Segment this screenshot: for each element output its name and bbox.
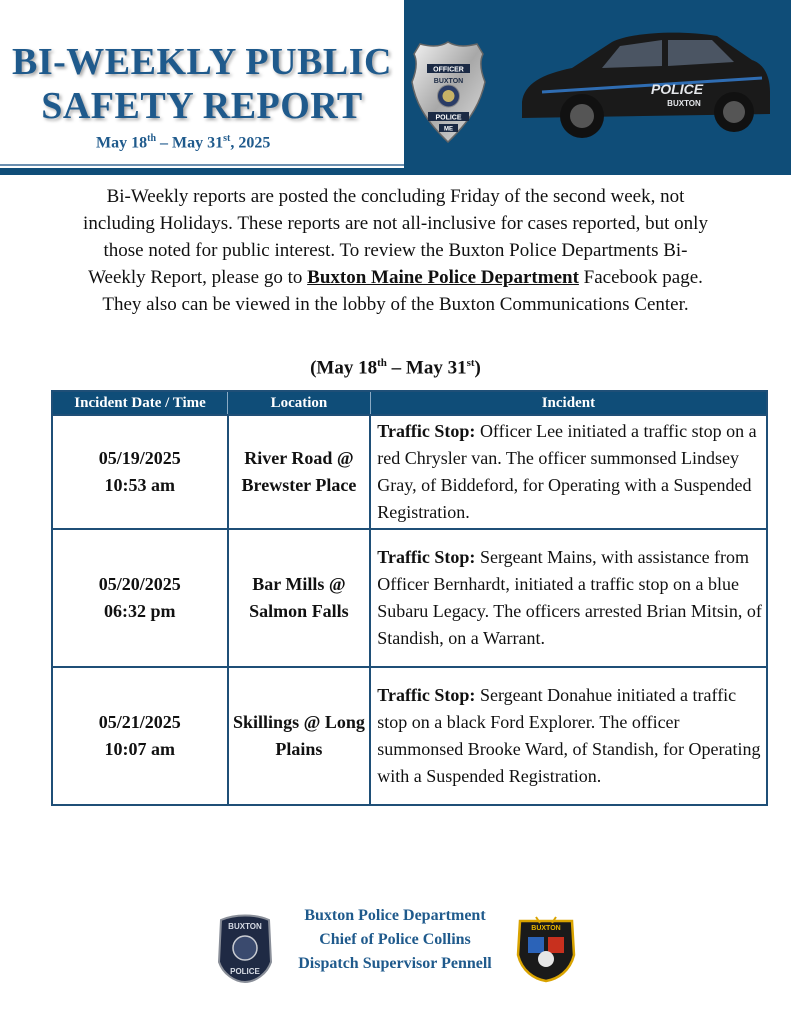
incident-description xyxy=(370,529,767,667)
report-title-line1: BI-WEEKLY PUBLIC xyxy=(11,41,392,83)
patch-left-top: BUXTON xyxy=(228,922,262,931)
incident-time: 06:32 pm xyxy=(104,601,176,621)
incident-date: 05/20/2025 xyxy=(98,574,181,594)
incident-text: Officer Lee initiated a traffic stop on a red Chrysler van. The officer summonsed Lindsey Gray, of Biddeford, for Operating with a Suspended Registration. xyxy=(377,421,757,522)
table-date-range xyxy=(0,357,791,379)
car-text-police: POLICE xyxy=(650,81,704,97)
incident-text: Sergeant Mains, with assistance from Officer Bernhardt, initiated a traffic stop on a blue Subaru Legacy. The officers arrested Brian Mitsin, of Standish, on a Warrant. xyxy=(377,547,762,648)
police-badge-icon xyxy=(411,40,486,144)
footer-department: Buxton Police Department xyxy=(304,907,486,924)
incident-location: Bar Mills @ Salmon Falls xyxy=(228,529,371,667)
dates-end-suffix: st xyxy=(223,133,231,144)
incident-date: 05/21/2025 xyxy=(98,712,181,732)
header-divider xyxy=(0,168,791,175)
fire-rescue-patch-icon xyxy=(514,915,578,983)
report-dates xyxy=(96,133,270,152)
range-close: ) xyxy=(474,357,481,379)
police-patch-icon xyxy=(217,912,273,984)
report-header xyxy=(0,0,791,168)
police-car-icon xyxy=(512,22,774,144)
badge-text-bottom: POLICE xyxy=(435,114,462,122)
incident-date-cell xyxy=(52,415,228,529)
incident-date: 05/19/2025 xyxy=(98,448,181,468)
dates-start-suffix: th xyxy=(147,133,157,144)
intro-text-start: Bi-Weekly reports are posted the concluding Friday of the second week, not including Holidays. These reports are not all-inclusive for cases reported, but only those noted for public interest. To review the Buxton Police Departments Bi-Weekly Report, please go to xyxy=(83,186,708,288)
incident-type: Traffic Stop: xyxy=(377,547,476,567)
intro-paragraph xyxy=(80,183,711,318)
report-title xyxy=(0,40,404,128)
incident-description xyxy=(370,667,767,805)
range-start-suffix: th xyxy=(377,357,387,369)
patch-left-bottom: POLICE xyxy=(230,967,260,976)
incident-description xyxy=(370,415,767,529)
table-header-row xyxy=(52,391,767,415)
incident-time: 10:53 am xyxy=(104,475,176,495)
incident-location: River Road @ Brewster Place xyxy=(228,415,371,529)
column-header-incident: Incident xyxy=(370,391,767,415)
footer-chief: Chief of Police Collins xyxy=(319,931,471,948)
incident-table xyxy=(51,390,768,806)
incident-date-cell xyxy=(52,667,228,805)
report-title-line2: SAFETY REPORT xyxy=(41,85,363,127)
badge-text-top: OFFICER xyxy=(433,66,464,74)
footer-dispatch: Dispatch Supervisor Pennell xyxy=(298,955,492,972)
dates-year: , 2025 xyxy=(230,134,271,152)
range-end: – May 31 xyxy=(386,357,467,379)
facebook-page-link[interactable]: Buxton Maine Police Department xyxy=(307,267,579,288)
incident-date-cell xyxy=(52,529,228,667)
column-header-date: Incident Date / Time xyxy=(52,391,228,415)
column-header-location: Location xyxy=(228,391,371,415)
dates-end: – May 31 xyxy=(156,134,224,152)
range-start: (May 18 xyxy=(310,357,378,379)
incident-location: Skillings @ Long Plains xyxy=(228,667,371,805)
patch-right-top: BUXTON xyxy=(531,925,561,932)
table-row xyxy=(52,529,767,667)
table-row xyxy=(52,667,767,805)
car-text-town: BUXTON xyxy=(667,99,701,108)
badge-text-state: ME xyxy=(444,126,453,133)
header-divider-light xyxy=(0,164,404,166)
intro-text-end: Facebook page. They also can be viewed in the lobby of the Buxton Communications Center. xyxy=(102,267,703,315)
dates-start: May 18 xyxy=(96,134,148,152)
range-end-suffix: st xyxy=(466,357,475,369)
footer-credits xyxy=(280,904,510,976)
table-row xyxy=(52,415,767,529)
incident-time: 10:07 am xyxy=(104,739,176,759)
incident-type: Traffic Stop: xyxy=(377,421,476,441)
badge-text-mid: BUXTON xyxy=(433,78,464,85)
incident-text: Sergeant Donahue initiated a traffic stop on a black Ford Explorer. The officer summonsed Brooke Ward, of Standish, for Operating with a Suspended Registration. xyxy=(377,685,761,786)
incident-type: Traffic Stop: xyxy=(377,685,476,705)
